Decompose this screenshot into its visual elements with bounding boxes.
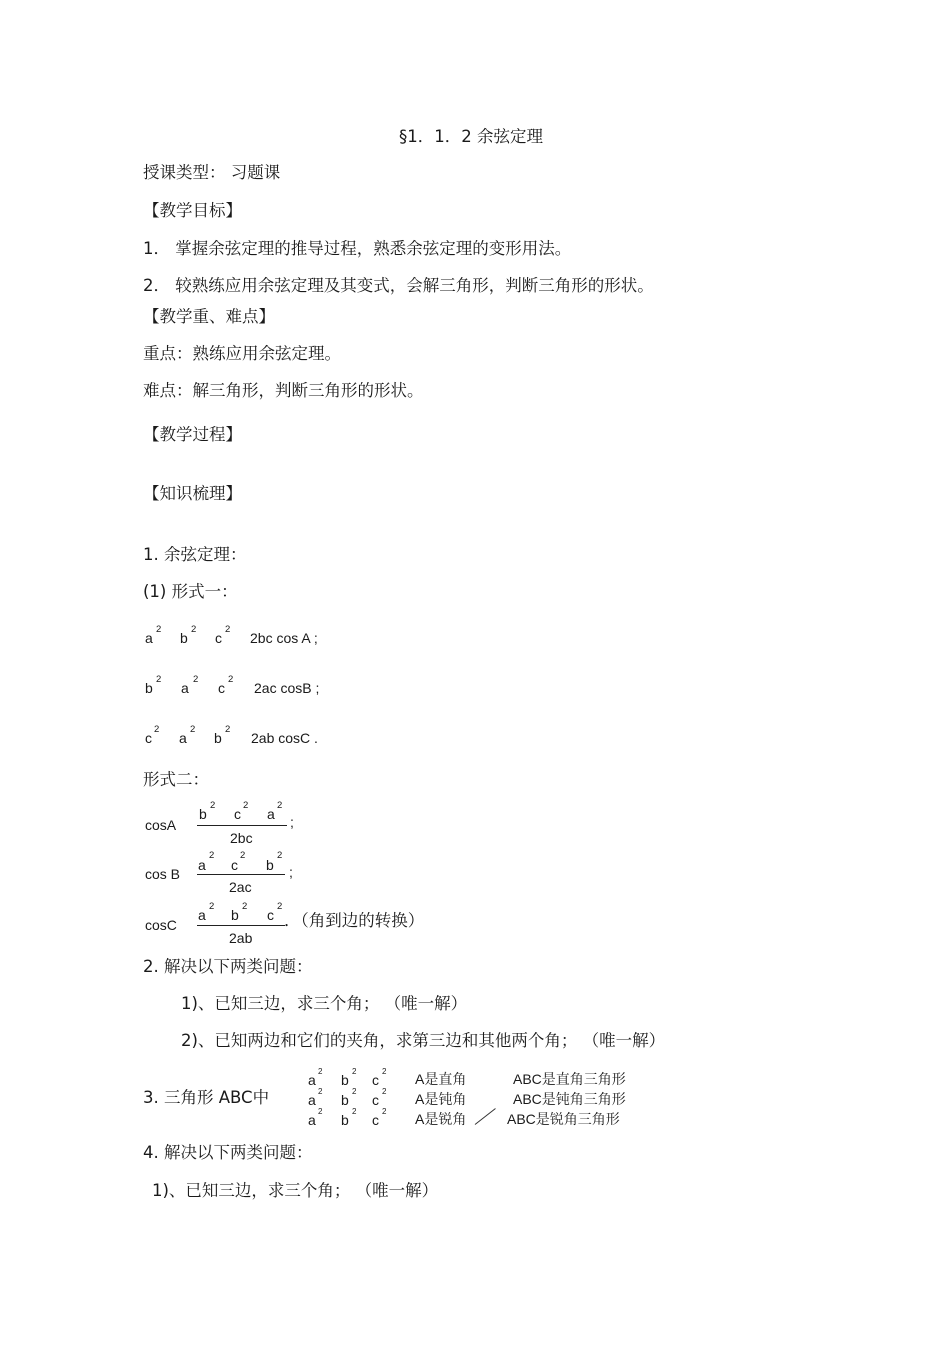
var-b: b xyxy=(231,907,239,923)
goals-heading: 【教学目标】 xyxy=(143,201,242,220)
exp-2: 2 xyxy=(318,1107,323,1116)
var-c: c xyxy=(218,680,225,696)
var-c: c xyxy=(145,730,152,746)
var-c: c xyxy=(372,1072,379,1088)
abc-right-triangle: ABC是直角三角形 xyxy=(513,1071,626,1087)
exp-2: 2 xyxy=(156,624,162,635)
a-obtuse-angle: A是钝角 xyxy=(415,1091,467,1107)
formula-tail: 2ab cosC . xyxy=(251,730,318,746)
exp-2: 2 xyxy=(277,850,283,861)
var-a: a xyxy=(181,680,189,696)
denominator: 2ab xyxy=(229,930,253,946)
lhs-cosA: cosA xyxy=(145,817,177,833)
var-c: c xyxy=(234,806,241,822)
var-b: b xyxy=(341,1072,349,1088)
var-b: b xyxy=(214,730,222,746)
var-a: a xyxy=(308,1072,316,1088)
var-b: b xyxy=(341,1092,349,1108)
var-a: a xyxy=(179,730,187,746)
exp-2: 2 xyxy=(190,724,196,735)
var-b: b xyxy=(180,630,188,646)
var-c: c xyxy=(231,857,238,873)
exp-2: 2 xyxy=(382,1107,387,1116)
exp-2: 2 xyxy=(209,850,215,861)
var-b: b xyxy=(341,1112,349,1128)
exp-2: 2 xyxy=(277,800,283,811)
fraction-bar xyxy=(197,874,285,875)
var-c: c xyxy=(215,630,222,646)
exp-2: 2 xyxy=(277,901,283,912)
var-a: a xyxy=(145,630,153,646)
var-b: b xyxy=(199,806,207,822)
goal-1: 1． 掌握余弦定理的推导过程，熟悉余弦定理的变形用法。 xyxy=(143,239,572,258)
abc-acute-triangle: ABC是锐角三角形 xyxy=(507,1111,620,1127)
abc-obtuse-triangle: ABC是钝角三角形 xyxy=(513,1091,626,1107)
denominator: 2ac xyxy=(229,879,252,895)
var-a: a xyxy=(308,1092,316,1108)
angle-to-side-note: ．（角到边的转换） xyxy=(284,911,425,930)
exp-2: 2 xyxy=(156,674,162,685)
denominator: 2bc xyxy=(230,830,253,846)
item-4: 4. 解决以下两类问题： xyxy=(143,1143,313,1162)
var-a: a xyxy=(198,857,206,873)
exp-2: 2 xyxy=(318,1087,323,1096)
lhs-cosB: cos B xyxy=(145,866,181,882)
form-1-label: (1) 形式一： xyxy=(143,582,238,601)
a-right-angle: A是直角 xyxy=(415,1071,467,1087)
var-c: c xyxy=(372,1092,379,1108)
key-point: 重点：熟练应用余弦定理。 xyxy=(143,344,341,363)
a-acute-angle: A是锐角 xyxy=(415,1111,467,1127)
exp-2: 2 xyxy=(193,674,199,685)
item-2-1: 1)、已知三边，求三个角； （唯一解） xyxy=(181,994,468,1013)
exp-2: 2 xyxy=(352,1067,357,1076)
var-b: b xyxy=(145,680,153,696)
lhs-cosC: cosC xyxy=(145,917,177,933)
item-3-label: 3. 三角形 ABC中 xyxy=(143,1088,270,1107)
formula-tail: 2bc cos A ; xyxy=(250,630,318,646)
exp-2: 2 xyxy=(382,1087,387,1096)
exp-2: 2 xyxy=(242,901,248,912)
knowledge-heading: 【知识梳理】 xyxy=(143,484,242,503)
goal-2: 2． 较熟练应用余弦定理及其变式，会解三角形，判断三角形的形状。 xyxy=(143,276,654,295)
item-1: 1. 余弦定理： xyxy=(143,545,247,564)
semicolon: ; xyxy=(289,864,293,880)
exp-2: 2 xyxy=(154,724,160,735)
exp-2: 2 xyxy=(240,850,246,861)
exp-2: 2 xyxy=(352,1087,357,1096)
exp-2: 2 xyxy=(352,1107,357,1116)
item-2-2: 2)、已知两边和它们的夹角，求第三边和其他两个角； （唯一解） xyxy=(181,1031,666,1050)
fraction-bar xyxy=(197,925,285,926)
fraction-bar xyxy=(197,825,287,826)
semicolon: ; xyxy=(290,814,294,830)
exp-2: 2 xyxy=(318,1067,323,1076)
page-title: §1．1．2 余弦定理 xyxy=(399,127,543,146)
exp-2: 2 xyxy=(225,724,231,735)
formula-tail: 2ac cosB ; xyxy=(254,680,320,696)
lesson-type: 授课类型： 习题课 xyxy=(143,163,281,182)
exp-2: 2 xyxy=(228,674,234,685)
var-b: b xyxy=(266,857,274,873)
exp-2: 2 xyxy=(225,624,231,635)
item-2: 2. 解决以下两类问题： xyxy=(143,957,313,976)
var-a: a xyxy=(308,1112,316,1128)
difficulty: 难点：解三角形，判断三角形的形状。 xyxy=(143,381,424,400)
exp-2: 2 xyxy=(210,800,216,811)
focus-heading: 【教学重、难点】 xyxy=(143,307,275,326)
exp-2: 2 xyxy=(382,1067,387,1076)
exp-2: 2 xyxy=(209,901,215,912)
exp-2: 2 xyxy=(191,624,197,635)
var-c: c xyxy=(372,1112,379,1128)
exp-2: 2 xyxy=(243,800,249,811)
var-a: a xyxy=(267,806,275,822)
var-a: a xyxy=(198,907,206,923)
form-2-label: 形式二： xyxy=(143,770,209,789)
slash-mark xyxy=(475,1108,496,1125)
process-heading: 【教学过程】 xyxy=(143,425,242,444)
item-4-1: 1)、已知三边，求三个角； （唯一解） xyxy=(152,1181,439,1200)
var-c: c xyxy=(267,907,274,923)
